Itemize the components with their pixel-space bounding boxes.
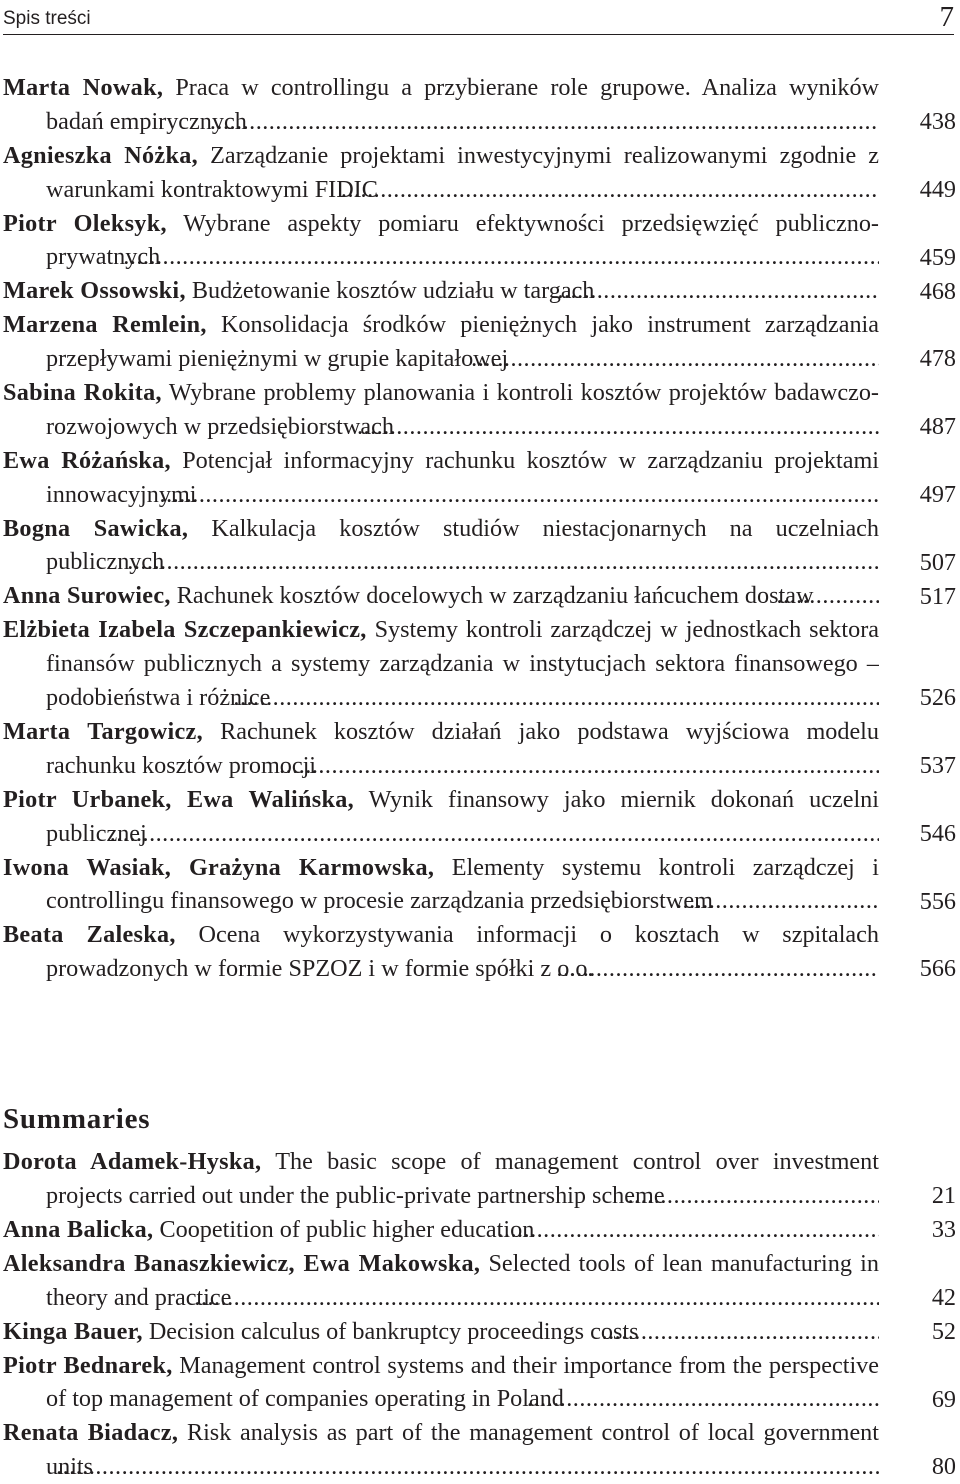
entry-authors: Marta Nowak, <box>3 74 164 101</box>
entry-authors: Aleksandra Banaszkiewicz, Ewa Makowska, <box>3 1249 481 1277</box>
entry-page-number: 33 <box>931 1215 956 1243</box>
toc-entry <box>3 71 956 139</box>
entry-authors: Marzena Remlein, <box>3 311 207 339</box>
entry-page-number: 507 <box>919 548 956 576</box>
entry-authors: Bogna Sawicka, <box>3 514 189 542</box>
entry-title: Selected tools of lean manufacturing in theory and practice <box>46 1249 879 1311</box>
entry-title: Wybrane problemy planowania i kontroli kosztów projektów badawczo-rozwojowych w przedsiębiorstwach <box>46 379 879 441</box>
toc-entry <box>3 207 956 275</box>
entry-authors: Piotr Bednarek, <box>3 1351 173 1379</box>
entry-authors: Elżbieta Izabela Szczepankiewicz, <box>3 616 367 644</box>
toc-entry <box>3 1145 956 1213</box>
page-number: 7 <box>939 1 954 33</box>
entry-authors: Piotr Urbanek, Ewa Walińska, <box>3 785 355 813</box>
entry-page-number: 69 <box>931 1385 956 1413</box>
entry-authors: Anna Balicka, <box>3 1215 154 1243</box>
entry-title: Management control systems and their importance from the perspective of top management of companies operating in Poland <box>46 1351 879 1413</box>
toc-entry <box>3 918 956 986</box>
entry-page-number: 42 <box>931 1283 956 1311</box>
entry-page-number: 468 <box>919 277 956 305</box>
running-header <box>3 2 954 35</box>
entry-authors: Kinga Bauer, <box>3 1317 143 1345</box>
entry-page-number: 21 <box>931 1181 956 1209</box>
entry-title: Rachunek kosztów docelowych w zarządzaniu łańcuchem dostaw <box>176 582 814 610</box>
table-of-contents <box>3 71 956 986</box>
entry-authors: Agnieszka Nóżka, <box>3 141 198 169</box>
entry-title: Wynik finansowy jako miernik dokonań uczelni publicznej <box>46 785 879 847</box>
entry-authors: Marek Ossowski, <box>3 277 186 305</box>
toc-entry <box>3 308 956 376</box>
entry-title: Elementy systemu kontroli zarządczej i controllingu finansowego w procesie zarządzania przedsiębiorstwem <box>46 853 879 915</box>
entry-title: Konsolidacja środków pieniężnych jako instrument zarządzania przepływami pieniężnymi w grupie kapitałowej <box>46 311 879 373</box>
summaries-list <box>3 1145 956 1484</box>
toc-entry <box>3 274 956 308</box>
entry-title: Kalkulacja kosztów studiów niestacjonarnych na uczelniach publicznych <box>46 514 879 576</box>
toc-entry <box>3 139 956 207</box>
toc-entry <box>3 613 956 715</box>
summaries-heading: Summaries <box>3 1103 151 1136</box>
entry-page-number: 449 <box>919 175 956 203</box>
entry-title: Wybrane aspekty pomiaru efektywności przedsięwzięć publiczno-prywatnych <box>46 209 879 271</box>
entry-page-number: 556 <box>919 887 956 915</box>
entry-authors: Renata Biadacz, <box>3 1419 179 1447</box>
entry-page-number: 438 <box>919 107 956 135</box>
entry-title: Decision calculus of bankruptcy proceedings costs <box>148 1317 639 1345</box>
entry-page-number: 517 <box>919 582 956 610</box>
toc-entry <box>3 851 956 919</box>
toc-entry <box>3 715 956 783</box>
entry-page-number: 478 <box>919 345 956 373</box>
toc-entry <box>3 1247 956 1315</box>
entry-authors: Iwona Wasiak, Grażyna Karmowska, <box>3 853 435 881</box>
toc-entry <box>3 376 956 444</box>
entry-authors: Anna Surowiec, <box>3 582 171 610</box>
entry-page-number: 487 <box>919 413 956 441</box>
toc-entry <box>3 783 956 851</box>
entry-page-number: 566 <box>919 955 956 983</box>
entry-page-number: 52 <box>931 1317 956 1345</box>
entry-page-number: 546 <box>919 819 956 847</box>
entry-title: Rachunek kosztów działań jako podstawa wyjściowa modelu rachunku kosztów promocji <box>46 718 879 779</box>
entry-page-number: 497 <box>919 480 956 508</box>
toc-entry <box>3 512 956 580</box>
entry-authors: Piotr Oleksyk, <box>3 209 167 237</box>
running-title: Spis treści <box>3 8 91 29</box>
entry-title: Coopetition of public higher education <box>159 1215 535 1243</box>
toc-entry <box>3 1349 956 1417</box>
toc-entry <box>3 444 956 512</box>
entry-authors: Beata Zaleska, <box>3 921 176 949</box>
entry-title: Praca w controllingu a przybierane role grupowe. Analiza wyników badań empirycznych <box>46 74 879 135</box>
entry-page-number: 80 <box>931 1453 956 1481</box>
toc-entry <box>3 1416 956 1484</box>
entry-authors: Dorota Adamek-Hyska, <box>3 1148 262 1175</box>
entry-title: Zarządzanie projektami inwestycyjnymi realizowanymi zgodnie z warunkami kontraktowymi FIDIC <box>46 141 879 203</box>
entry-authors: Ewa Różańska, <box>3 446 171 474</box>
entry-title: The basic scope of management control over investment projects carried out under the public-private partnership scheme <box>46 1148 879 1209</box>
entry-title: Systemy kontroli zarządczej w jednostkach sektora finansów publicznych a systemy zarządzania w instytucjach sektora finansowego – podobieństwa i różnice <box>46 616 879 712</box>
entry-page-number: 459 <box>919 243 956 271</box>
entry-page-number: 537 <box>919 752 956 779</box>
toc-entry <box>3 579 956 613</box>
entry-page-number: 526 <box>919 684 956 712</box>
toc-entry <box>3 1213 956 1247</box>
entry-title: Budżetowanie kosztów udziału w targach <box>191 277 595 305</box>
entry-title: Ocena wykorzystywania informacji o kosztach w szpitalach prowadzonych w formie SPZOZ i w formie spółki z o.o. <box>46 921 879 983</box>
entry-authors: Marta Targowicz, <box>3 718 203 746</box>
toc-entry <box>3 1315 956 1349</box>
entry-authors: Sabina Rokita, <box>3 379 162 407</box>
entry-title: Risk analysis as part of the management control of local government units <box>46 1419 879 1481</box>
entry-title: Potencjał informacyjny rachunku kosztów w zarządzaniu projektami innowacyjnymi <box>46 446 879 508</box>
